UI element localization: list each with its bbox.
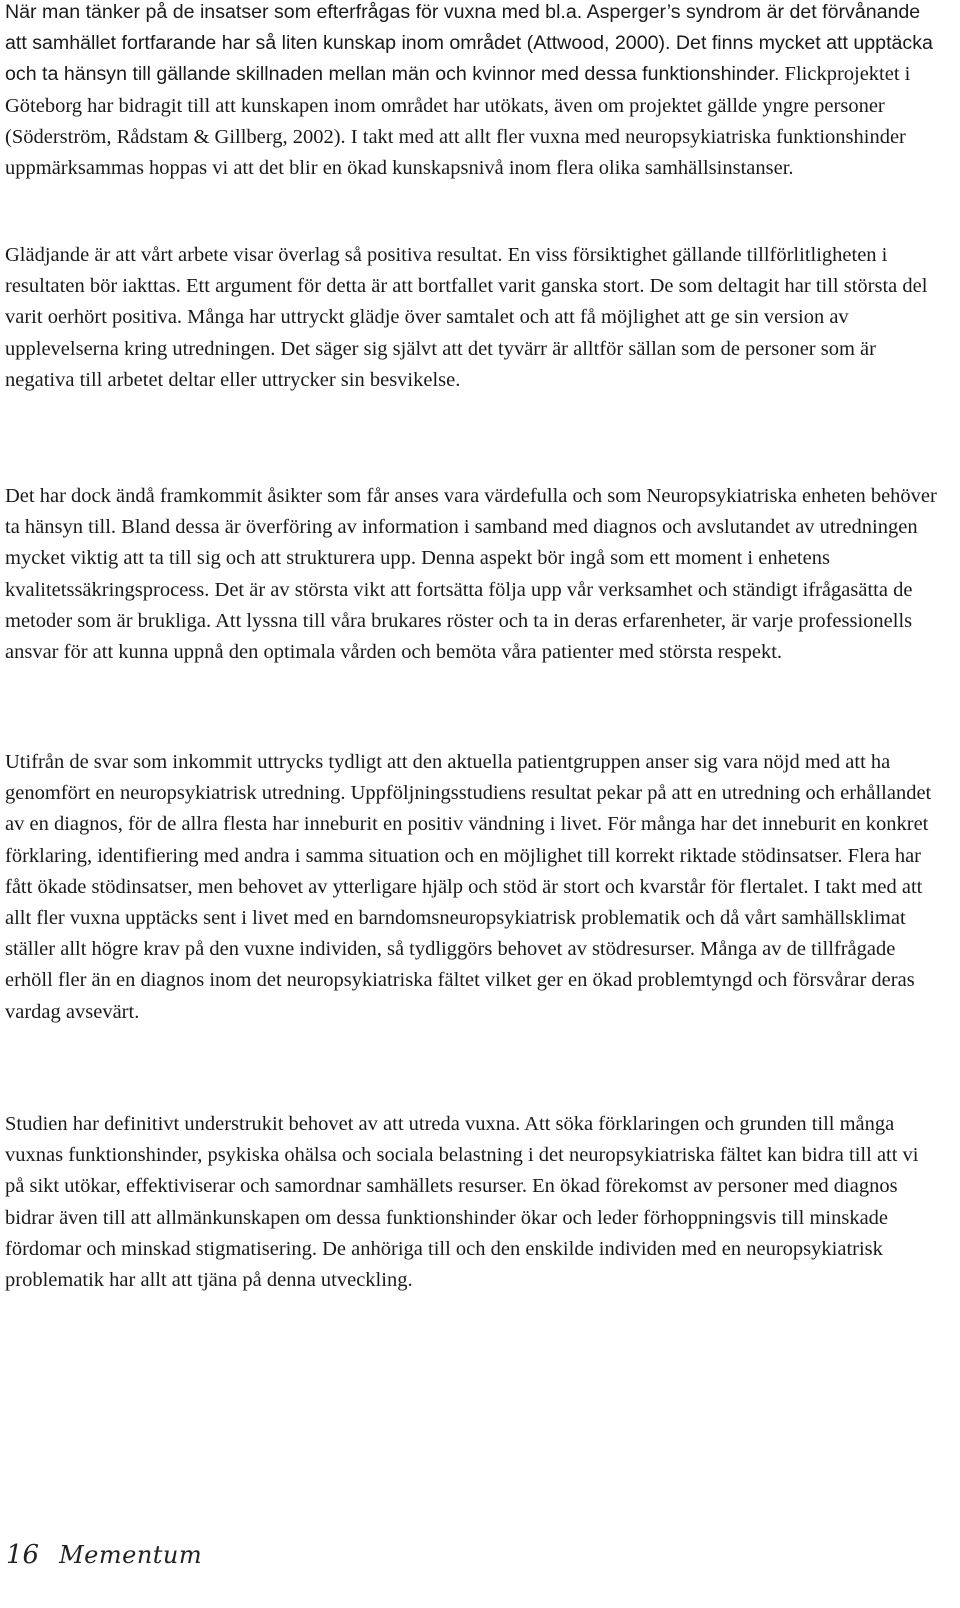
paragraph-1 — [5, 0, 939, 184]
paragraph-3: Det har dock ändå framkommit åsikter som får anses vara värdefulla och som Neuropsykiatriska enheten behöver ta hänsyn till. Bland dessa är överföring av information i samband med diagnos och avslutandet av utredningen mycket viktig att ta till sig och att strukturera upp. Denna aspekt bör ingå som ett moment i enhetens kvalitetssäkringsprocess. Det är av största vikt att fortsätta följa upp vår verksamhet och ständigt ifrågasätta de metoder som är brukliga. Att lyssna till våra brukares röster och ta in deras erfarenheter, är varje professionells ansvar för att kunna uppnå den optimala vården och bemöta våra patienter med största respekt. — [5, 485, 937, 664]
publication-name: Mementum — [59, 1541, 203, 1569]
paragraph-5: Studien har definitivt understrukit behovet av att utreda vuxna. Att söka förklaringen och grunden till många vuxnas funktionshinder, psykiska ohälsa och sociala belastning i det neuropsykiatriska fältet kan bidra till att vi på sikt utökar, effektiviserar och samordnar samhällets resurser. En ökad förekomst av personer med diagnos bidrar även till att allmänkunskapen om dessa funktionshinder ökar och leder förhoppningsvis till minskade fördomar och minskad stigmatisering. De anhöriga till och den enskilde individen med en neuropsykiatrisk problematik har allt att tjäna på denna utveckling. — [5, 1113, 919, 1292]
paragraph-1-sans-text: När man tänker på de insatser som efterfrågas för vuxna med bl.a. Asperger’s syndrom är det förvånande att samhället fortfarande har så liten kunskap inom området (Attwood, 2000). Det finns mycket att upptäcka och ta hänsyn till gällande skillnaden mellan män och kvinnor med dessa funktionshinder. — [5, 1, 933, 86]
paragraph-2: Glädjande är att vårt arbete visar överlag så positiva resultat. En viss försiktighet gällande tillförlitligheten i resultaten bör iakttas. Ett argument för detta är att bortfallet varit ganska stort. De som deltagit har till största del varit oerhört positiva. Många har uttryckt glädje över samtalet och att få möjlighet att ge sin version av upplevelserna kring utredningen. Det säger sig självt att det tyvärr är alltför sällan som de personer som är negativa till arbetet deltar eller uttrycker sin besvikelse. — [5, 244, 928, 391]
page-footer — [6, 1540, 202, 1580]
page-number: 16 — [6, 1540, 40, 1570]
paragraph-4: Utifrån de svar som inkommit uttrycks tydligt att den aktuella patientgruppen anser sig vara nöjd med att ha genomfört en neuropsykiatrisk utredning. Uppföljningsstudiens resultat pekar på att en utredning och erhållandet av en diagnos, för de allra flesta har inneburit en positiv vändning i livet. För många har det inneburit en konkret förklaring, identifiering med andra i samma situation och en möjlighet till korrekt riktade stödinsatser. Flera har fått ökade stödinsatser, men behovet av ytterligare hjälp och stöd är stort och kvarstår för flertalet. I takt med att allt fler vuxna upptäcks sent i livet med en barndomsneuropsykiatrisk problematik och då vårt samhällsklimat ställer allt högre krav på den vuxne individen, så tydliggörs behovet av stödresurser. Många av de tillfrågade erhöll fler än en diagnos inom det neuropsykiatriska fältet vilket ger en ökad problemtyngd och försvårar deras vardag avsevärt. — [5, 751, 932, 1023]
paragraph-1-serif-text: Flickprojektet i Göteborg har bidragit till att kunskapen inom området har utökats, även om projektet gällde yngre personer (Söderström, Rådstam & Gillberg, 2002). I takt med att allt fler vuxna med neuropsykiatriska funktionshinder uppmärksammas hoppas vi att det blir en ökad kunskapsnivå inom flera olika samhällsinstanser. — [5, 63, 911, 180]
